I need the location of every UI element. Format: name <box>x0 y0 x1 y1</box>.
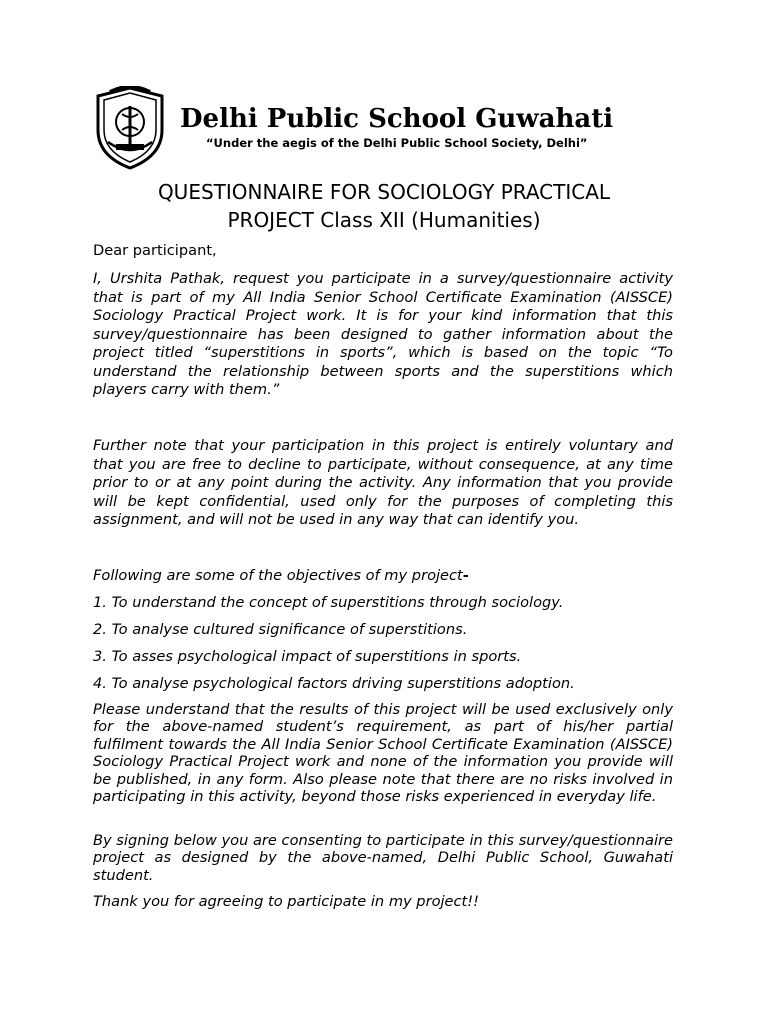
paragraph-voluntary: Further note that your participation in this project is entirely voluntary and that you are free to decline to participate, without consequence, at any time prior to or at any point during the activity. Any information that you provide will be kept confidential, used only for the purposes of completing this assignment, and will not be used in any way that can identify you. <box>93 437 673 528</box>
objective-item: 4. To analyse psychological factors driving superstitions adoption. <box>93 675 575 692</box>
school-name: Delhi Public School Guwahati <box>180 104 614 134</box>
school-tagline: “Under the aegis of the Delhi Public School Society, Delhi” <box>206 136 588 150</box>
objectives-intro <box>93 567 673 586</box>
paragraph-consent: By signing below you are consenting to participate in this survey/questionnaire project as designed by the above-named, Delhi Public School, Guwahati student. <box>93 832 673 884</box>
objectives-intro-text: Following are some of the objectives of my project <box>93 567 463 584</box>
closing-thanks: Thank you for agreeing to participate in my project!! <box>93 893 479 910</box>
paragraph-introduction: I, Urshita Pathak, request you participate in a survey/questionnaire activity that is part of my All India Senior School Certificate Examination (AISSCE) Sociology Practical Project work. It is for your kind information that this survey/questionnaire has been designed to gather information about the project titled “superstitions in sports”, which is based on the topic “To understand the relationship between sports and the superstitions which players carry with them.” <box>93 270 673 398</box>
objectives-intro-dash: - <box>462 567 469 584</box>
paragraph-results-usage: Please understand that the results of this project will be used exclusively only for the above-named student’s requirement, as part of his/her partial fulfilment towards the All India Senior School Certificate Examination (AISSCE) Sociology Practical Project work and none of the information you provide will be published, in any form. Also please note that there are no risks involved in participating in this activity, beyond those risks experienced in everyday life. <box>93 701 673 806</box>
letterhead <box>92 86 652 170</box>
page-title <box>60 178 708 234</box>
school-crest-logo <box>92 86 168 170</box>
title-line-1: QUESTIONNAIRE FOR SOCIOLOGY PRACTICAL <box>157 180 611 204</box>
objective-item: 1. To understand the concept of superstitions through sociology. <box>93 594 564 611</box>
title-line-2: PROJECT Class XII (Humanities) <box>227 208 541 232</box>
objective-item: 2. To analyse cultured significance of superstitions. <box>93 621 468 638</box>
salutation: Dear participant, <box>93 242 217 259</box>
objective-item: 3. To asses psychological impact of superstitions in sports. <box>93 648 522 665</box>
